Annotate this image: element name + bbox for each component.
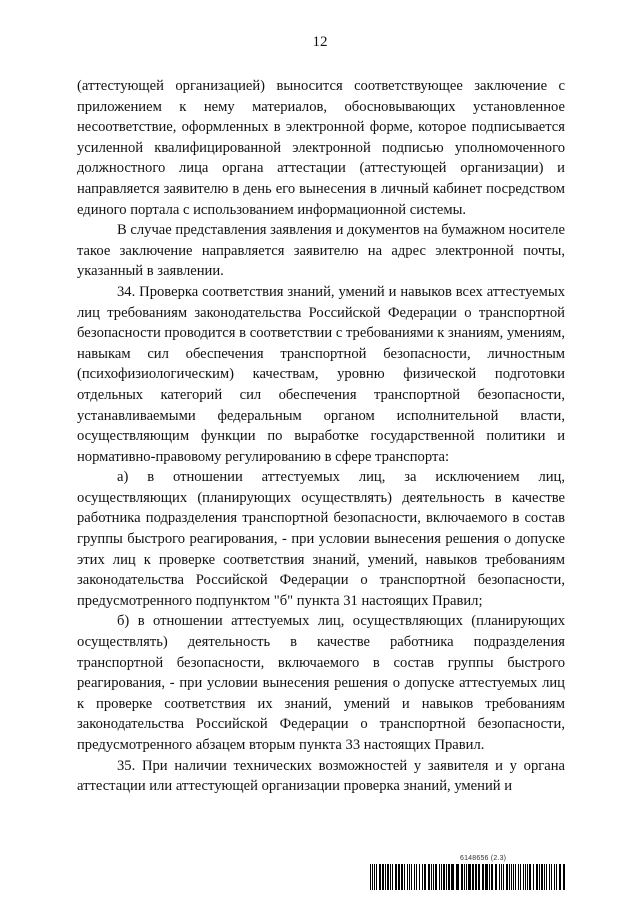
barcode-bar xyxy=(475,864,477,890)
barcode-bar xyxy=(433,864,434,890)
barcode-bar xyxy=(409,864,410,890)
paragraph-1: (аттестующей организацией) выносится соответствующее заключение с приложением к нему материалов, обосновывающих установленное несоответствие, оформленных в электронной форме, которое подписывается усиленной квалифицированной электронной подписью уполномоченного должностного лица органа аттестации (аттестующей организации) и направляется заявителю в день его вынесения в личный кабинет посредством единого портала с использованием информационной системы. xyxy=(77,78,565,218)
barcode-bar xyxy=(376,864,377,890)
barcode-bar xyxy=(556,864,557,890)
barcode-bar xyxy=(451,864,454,890)
barcode-bar xyxy=(482,864,484,890)
barcode-bar xyxy=(398,864,400,890)
barcode-bar xyxy=(419,864,420,890)
barcode-bar xyxy=(551,864,552,890)
barcode-bar xyxy=(491,864,493,890)
barcode-bar xyxy=(379,864,381,890)
barcode-bar xyxy=(554,864,555,890)
barcode-bar xyxy=(382,864,384,890)
barcode-bar xyxy=(539,864,540,890)
barcode-bar xyxy=(401,864,403,890)
barcode-bar xyxy=(501,864,502,890)
barcode-bar xyxy=(525,864,526,890)
barcode-bar xyxy=(422,864,423,890)
barcode-bar xyxy=(544,864,545,890)
barcode-bar xyxy=(533,864,534,890)
barcode-bar xyxy=(518,864,519,890)
paragraph-3: 34. Проверка соответствия знаний, умений и навыков всех аттестуемых лиц требованиям законодательства Российской Федерации о транспортной безопасности проводится в соответствии с требованиями к знаниям, умениям, навыкам сил обеспечения транспортной безопасности, личностным (психофизиологическим) качествам, уровню физической подготовки отдельных категорий сил обеспечения транспортной безопасности, устанавливаемыми федеральным органом исполнительной власти, осуществляющим функции по выработке государственной политики и нормативно-правовому регулированию в сфере транспорта: xyxy=(77,283,565,465)
barcode-bar xyxy=(527,864,528,890)
barcode-bar xyxy=(411,864,412,890)
barcode-bar xyxy=(466,864,467,890)
paragraph-4: а) в отношении аттестуемых лиц, за исключением лиц, осуществляющих (планирующих осуществлять) деятельность в качестве работника подразделения транспортной безопасности, включаемого в состав группы быстрого реагирования, - при условии вынесения решения о допуске этих лиц к проверке соответствия знаний, умений, навыков требованиям законодательства Российской Федерации о транспортной безопасности, предусмотренного подпунктом "б" пункта 31 настоящих Правил; xyxy=(77,469,565,609)
barcode-bar xyxy=(374,864,375,890)
barcode-bar xyxy=(529,864,531,890)
barcode-bar xyxy=(441,864,442,890)
barcode-bar xyxy=(520,864,521,890)
barcode-bar xyxy=(523,864,524,890)
barcode-bar xyxy=(431,864,432,890)
barcode-bar xyxy=(395,864,397,890)
barcode-bar xyxy=(468,864,471,890)
barcode-bar xyxy=(549,864,550,890)
barcode-bar xyxy=(513,864,514,890)
barcode-bar xyxy=(559,864,561,890)
barcode-bar xyxy=(456,864,459,890)
barcode-bar xyxy=(392,864,393,890)
barcode-bar xyxy=(448,864,450,890)
barcode-bar xyxy=(464,864,465,890)
barcode-bar xyxy=(503,864,504,890)
barcode-bar xyxy=(499,864,500,890)
barcode-bar xyxy=(446,864,447,890)
barcode-bar xyxy=(407,864,408,890)
barcode-bar xyxy=(461,864,463,890)
barcode-bar xyxy=(416,864,417,890)
barcode-bar xyxy=(495,864,497,890)
barcode-bar xyxy=(485,864,488,890)
barcode-bar xyxy=(489,864,490,890)
document-body xyxy=(77,76,565,797)
barcode-bar xyxy=(385,864,386,890)
paragraph-2: В случае представления заявления и документов на бумажном носителе такое заключение направляется заявителю на адрес электронной почты, указанный в заявлении. xyxy=(77,222,565,280)
barcode-bar xyxy=(370,864,371,890)
barcode-bar xyxy=(511,864,512,890)
barcode-bar xyxy=(414,864,415,890)
barcode-bar xyxy=(435,864,437,890)
barcode-bar xyxy=(509,864,510,890)
barcode-bar xyxy=(424,864,426,890)
barcode-image xyxy=(370,864,568,890)
paragraph-6: 35. При наличии технических возможностей у заявителя и у органа аттестации или аттестующей организации проверка знаний, умений и xyxy=(77,757,565,795)
barcode-bar xyxy=(506,864,508,890)
barcode-bar xyxy=(439,864,440,890)
barcode-bar xyxy=(536,864,538,890)
barcode-bar xyxy=(428,864,430,890)
barcode-code: 6148656 (2.3) xyxy=(460,855,507,862)
barcode-bar xyxy=(472,864,474,890)
page-number: 12 xyxy=(312,34,328,50)
barcode-bar xyxy=(478,864,480,890)
barcode-bar xyxy=(404,864,405,890)
barcode-bar xyxy=(443,864,445,890)
barcode-bar xyxy=(546,864,547,890)
barcode-bar xyxy=(563,864,565,890)
barcode xyxy=(370,864,568,890)
barcode-bar xyxy=(515,864,516,890)
barcode-bar xyxy=(372,864,373,890)
barcode-bar xyxy=(387,864,389,890)
paragraph-5: б) в отношении аттестуемых лиц, осуществляющих (планирующих осуществлять) деятельность в качестве работника подразделения транспортной безопасности, включаемого в состав группы быстрого реагирования, - при условии вынесения решения о допуске аттестуемых лиц к проверке соответствия их знаний, умений и навыков требованиям законодательства Российской Федерации о транспортной безопасности, предусмотренного абзацем вторым пункта 33 настоящих Правил. xyxy=(77,613,565,753)
barcode-bar xyxy=(390,864,391,890)
barcode-bar xyxy=(541,864,543,890)
